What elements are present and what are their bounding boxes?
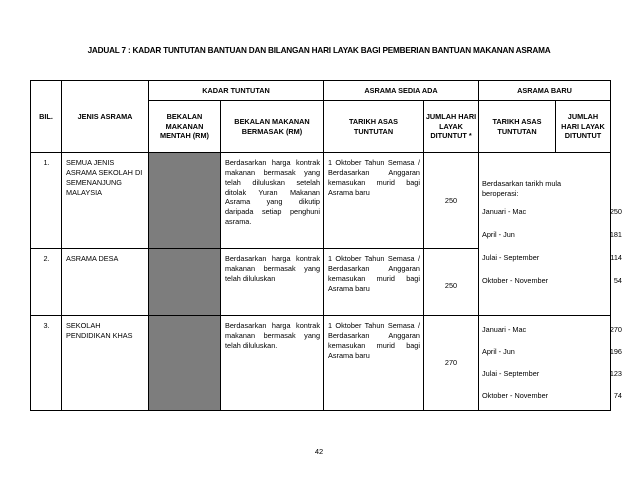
row-mentah-shaded [149,153,221,249]
table-row [31,153,611,249]
row-bermasak: Berdasarkan harga kontrak makanan bermasak yang telah diluluskan. [221,316,324,411]
list-item: April - Jun 181 [482,230,622,239]
table-title: JADUAL 7 : KADAR TUNTUTAN BANTUAN DAN BILANGAN HARI LAYAK BAGI PEMBERIAN BANTUAN MAKANAN ASRAMA [87,46,551,55]
header-tarikh-asas-sedia: TARIKH ASAS TUNTUTAN [324,101,424,153]
row-jumlah-hari: 270 [424,316,479,411]
row-jumlah-hari: 250 [424,249,479,316]
header-jumlah-hari-baru: JUMLAH HARI LAYAK DITUNTUT [556,101,611,153]
row-bermasak: Berdasarkan harga kontrak makanan bermasak yang telah diluluskan [221,249,324,316]
header-jumlah-hari-sedia: JUMLAH HARI LAYAK DITUNTUT * [424,101,479,153]
header-asrama-sedia-ada: ASRAMA SEDIA ADA [324,81,479,101]
header-bil: BIL. [31,81,62,153]
header-asrama-baru: ASRAMA BARU [479,81,611,101]
list-item: Oktober - November 54 [482,276,622,285]
list-item: Oktober - November 74 [482,391,622,400]
row-jenis-asrama: SEMUA JENIS ASRAMA SEKOLAH DI SEMENANJUNG MALAYSIA [62,153,149,249]
row-bil: 3. [31,316,62,411]
baru-schedule-b [479,316,622,411]
row-bil: 2. [31,249,62,316]
row-tarikh-asas: 1 Oktober Tahun Semasa / Berdasarkan Anggaran kemasukan murid bagi Asrama baru [324,316,424,411]
row-tarikh-asas: 1 Oktober Tahun Semasa / Berdasarkan Anggaran kemasukan murid bagi Asrama baru [324,249,424,316]
list-item: Januari - Mac 270 [482,325,622,334]
header-jenis-asrama: JENIS ASRAMA [62,81,149,153]
header-bekalan-mentah: BEKALAN MAKANAN MENTAH (RM) [149,101,221,153]
list-item: Julai - September 123 [482,369,622,378]
list-item: Januari - Mac 250 [482,207,622,216]
header-tarikh-asas-baru: TARIKH ASAS TUNTUTAN [479,101,556,153]
row-mentah-shaded [149,249,221,316]
list-item: April - Jun 196 [482,347,622,356]
claim-rate-table [30,80,622,411]
header-bekalan-bermasak: BEKALAN MAKANAN BERMASAK (RM) [221,101,324,153]
baru-intro: Berdasarkan tarikh mula beroperasi: [482,179,562,198]
table-row [31,316,611,411]
row-bil: 1. [31,153,62,249]
page-number: 42 [314,447,324,456]
baru-schedule-a [479,153,622,316]
row-jenis-asrama: SEKOLAH PENDIDIKAN KHAS [62,316,149,411]
row-jenis-asrama: ASRAMA DESA [62,249,149,316]
row-bermasak: Berdasarkan harga kontrak makanan bermasak yang telah diluluskan setelah ditolak Yuran Makanan Asrama yang dikutip daripada setiap penghuni asrama. [221,153,324,249]
header-kadar-tuntutan: KADAR TUNTUTAN [149,81,324,101]
row-mentah-shaded [149,316,221,411]
row-tarikh-asas: 1 Oktober Tahun Semasa / Berdasarkan Anggaran kemasukan murid bagi Asrama baru [324,153,424,249]
row-jumlah-hari: 250 [424,153,479,249]
list-item: Julai - September 114 [482,253,622,262]
